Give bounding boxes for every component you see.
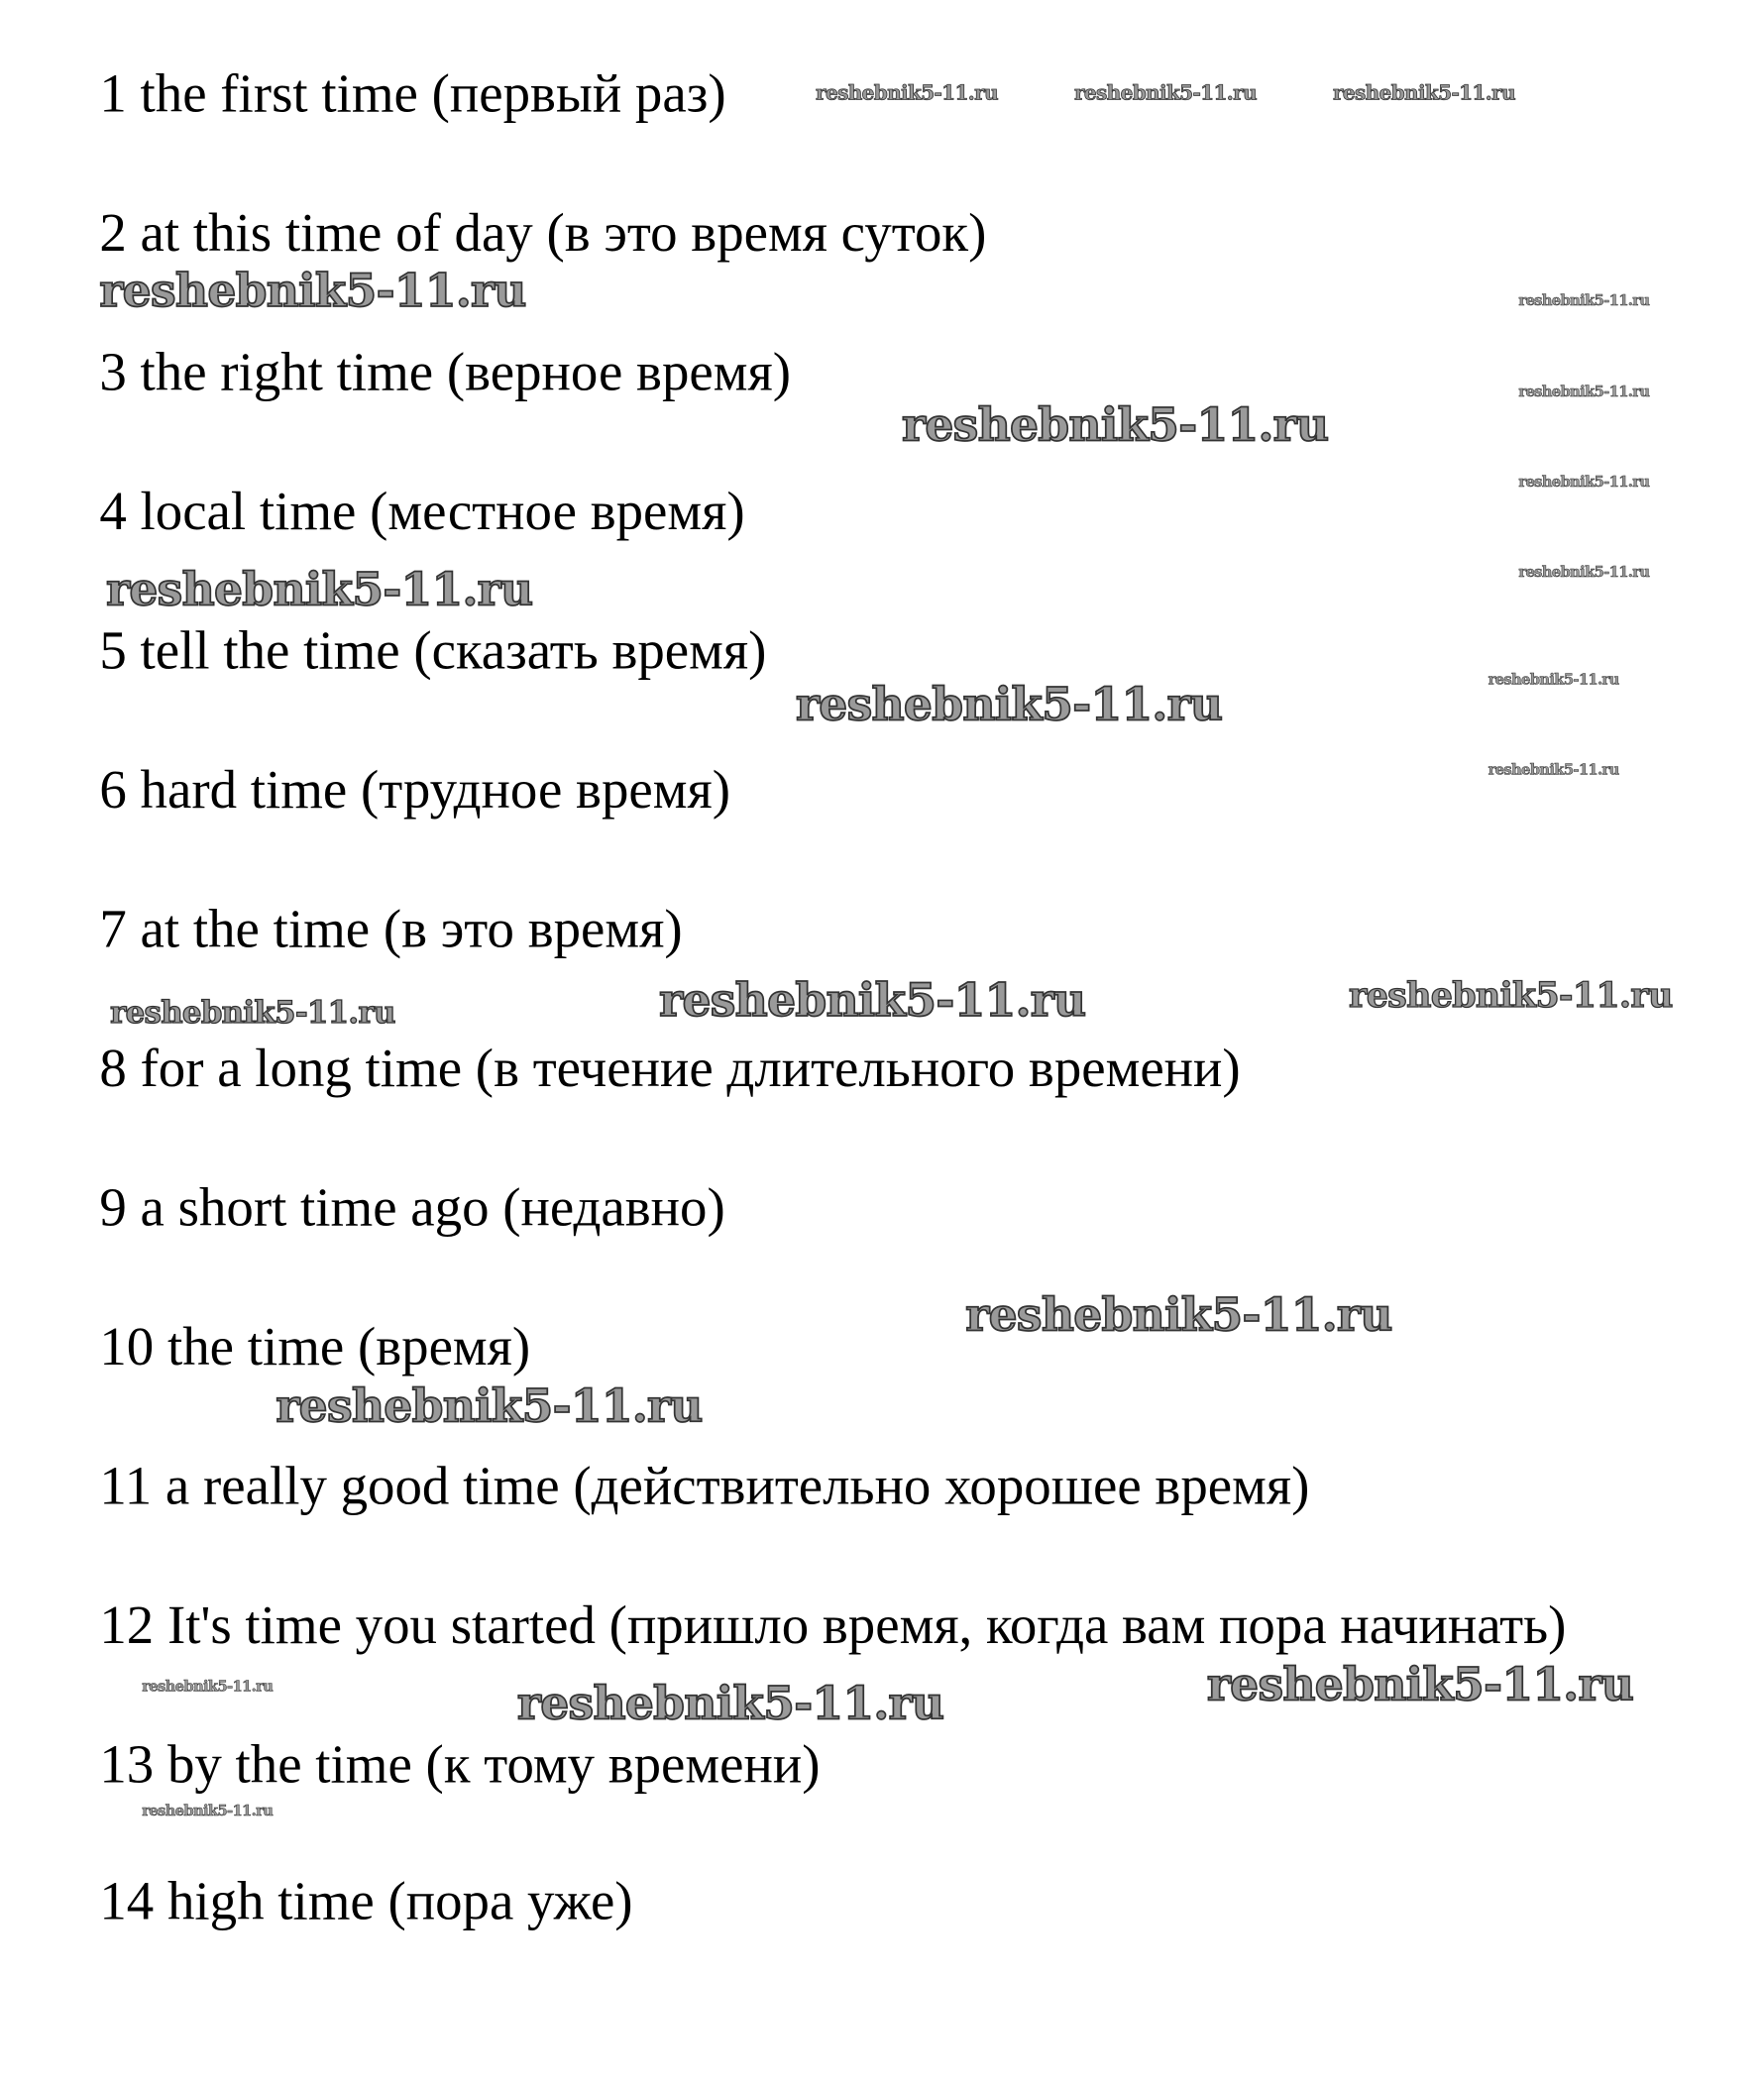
watermark: reshebnik5-11.ru bbox=[1518, 473, 1650, 492]
watermark: reshebnik5-11.ru bbox=[1332, 80, 1515, 105]
watermark: reshebnik5-11.ru bbox=[142, 1802, 274, 1820]
list-item: 14 high time (пора уже) bbox=[99, 1870, 633, 1931]
list-item: 12 It's time you started (пришло время, когда вам пора начинать) bbox=[99, 1594, 1567, 1656]
watermark: reshebnik5-11.ru bbox=[1518, 383, 1650, 401]
watermark: reshebnik5-11.ru bbox=[902, 398, 1329, 453]
watermark: reshebnik5-11.ru bbox=[659, 974, 1086, 1029]
list-item: 2 at this time of day (в это время суток) bbox=[99, 201, 987, 263]
watermark: reshebnik5-11.ru bbox=[1518, 563, 1650, 582]
watermark: reshebnik5-11.ru bbox=[1349, 975, 1673, 1017]
watermark: reshebnik5-11.ru bbox=[106, 563, 533, 617]
list-item: 6 hard time (трудное время) bbox=[99, 758, 730, 821]
list-item: 8 for a long time (в течение длительного времени) bbox=[99, 1037, 1241, 1099]
list-item: 4 local time (местное время) bbox=[99, 480, 745, 542]
list-item: 10 the time (время) bbox=[99, 1315, 531, 1377]
watermark: reshebnik5-11.ru bbox=[276, 1380, 703, 1434]
watermark: reshebnik5-11.ru bbox=[795, 679, 1223, 732]
list-item: 1 the first time (первый раз) bbox=[99, 61, 726, 124]
watermark: reshebnik5-11.ru bbox=[1206, 1659, 1634, 1712]
list-item: 5 tell the time (сказать время) bbox=[99, 618, 767, 681]
watermark: reshebnik5-11.ru bbox=[99, 265, 526, 319]
list-item: 3 the right time (верное время) bbox=[99, 340, 792, 402]
watermark: reshebnik5-11.ru bbox=[516, 1677, 944, 1731]
watermark: reshebnik5-11.ru bbox=[110, 994, 395, 1031]
list-item: 13 by the time (к тому времени) bbox=[99, 1733, 821, 1795]
watermark: reshebnik5-11.ru bbox=[1074, 80, 1257, 105]
watermark: reshebnik5-11.ru bbox=[965, 1288, 1392, 1343]
list-item: 9 a short time ago (недавно) bbox=[99, 1176, 725, 1238]
watermark: reshebnik5-11.ru bbox=[816, 80, 998, 105]
watermark: reshebnik5-11.ru bbox=[1488, 761, 1619, 779]
watermark: reshebnik5-11.ru bbox=[1518, 291, 1650, 309]
list-item: 11 a really good time (действительно хорошее время) bbox=[99, 1455, 1310, 1516]
watermark: reshebnik5-11.ru bbox=[1488, 671, 1619, 689]
watermark: reshebnik5-11.ru bbox=[142, 1677, 274, 1696]
list-item: 7 at the time (в это время) bbox=[99, 898, 683, 959]
